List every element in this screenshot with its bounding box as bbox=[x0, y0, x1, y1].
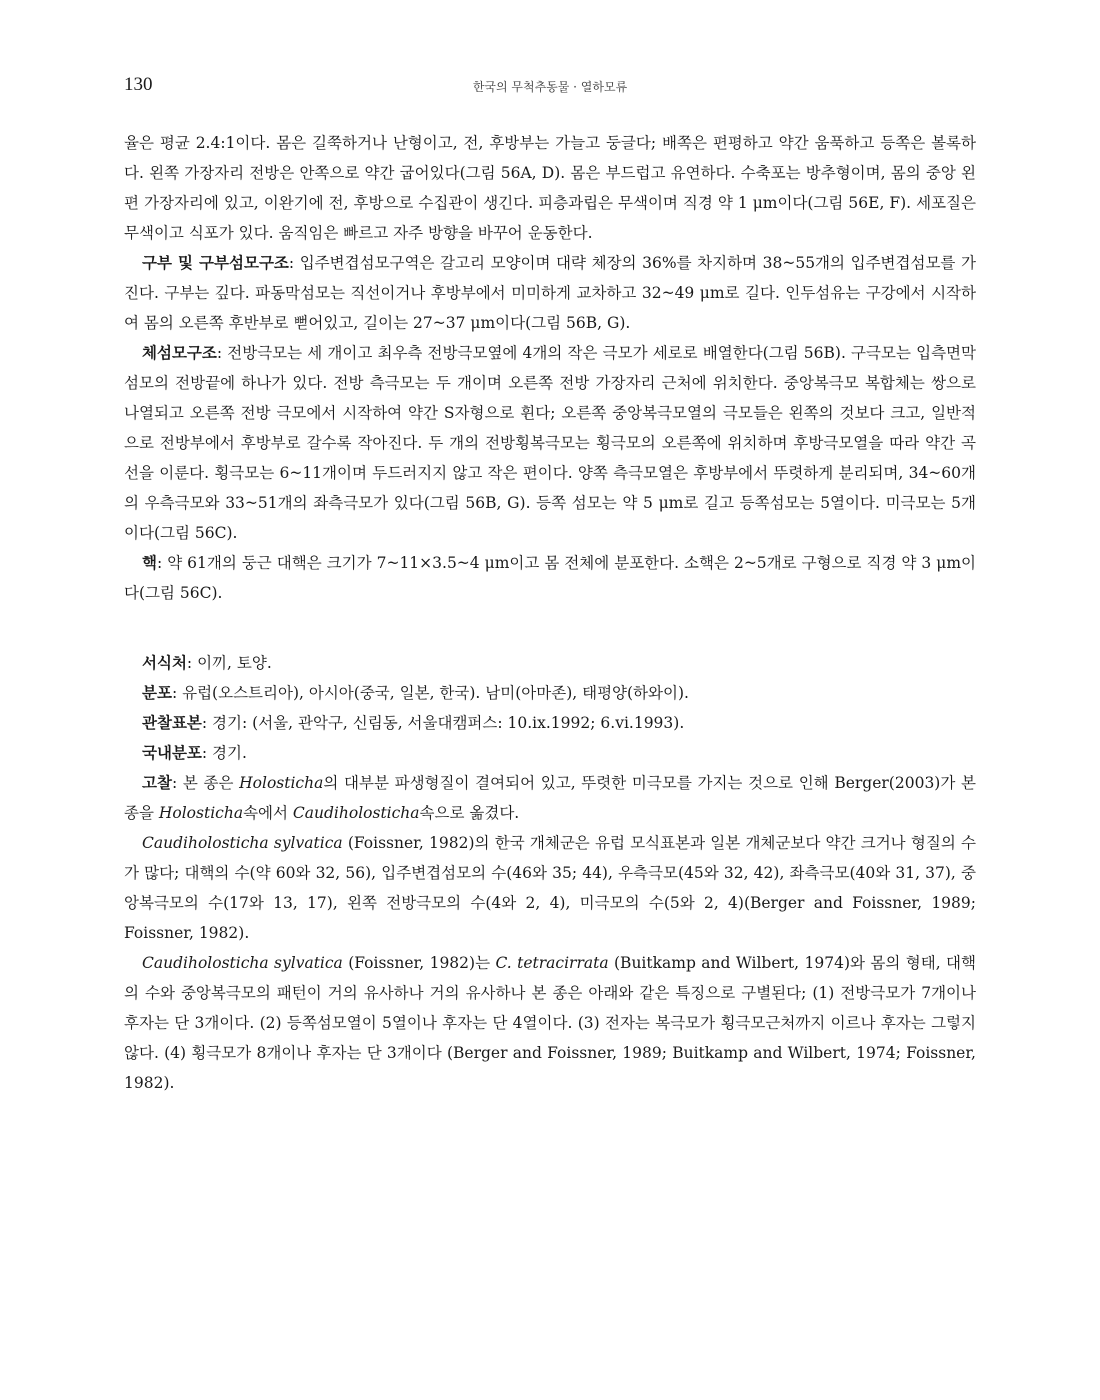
page-number: 130 bbox=[124, 74, 153, 95]
paragraph-oral-structure: 구부 및 구부섬모구조: 입주변겹섬모구역은 갈고리 모양이며 대략 체장의 36%를 차지하며 38~55개의 입주변겹섬모를 가진다. 구부는 깊다. 파동막섬모는 직선이거나 후방부에서 미미하게 교차하고 32~49 μm로 길다. 인두섬유는 구강에서 시작하여 몸의 오른쪽 후반부로 뻗어있고, 길이는 27~37 μm이다(그림 56B, G). bbox=[124, 253, 976, 332]
section-gap bbox=[124, 608, 976, 648]
heading-oral-structure: 구부 및 구부섬모구조 bbox=[142, 253, 289, 272]
paragraph-comparison-2: Caudiholosticha sylvatica (Foissner, 1982)는 C. tetracirrata (Buitkamp and Wilbert, 1974)와 몸의 형태, 대핵의 수와 중앙복극모의 패턴이 거의 유사하나 거의 유사하나 본 종은 아래와 같은 특징으로 구별된다; (1) 전방극모가 7개이나 후자는 단 3개이다. (2) 등쪽섬모열이 5열이나 후자는 단 4열이다. (3) 전자는 복극모가 횡극모근처까지 이르나 후자는 그렇지 않다. (4) 횡극모가 8개이나 후자는 단 3개이다 (Berger and Foissner, 1989; Buitkamp and Wilbert, 1974; Foissner, 1982). bbox=[124, 954, 976, 1092]
heading-ciliature: 체섬모구조 bbox=[142, 343, 217, 362]
heading-remarks: 고찰 bbox=[142, 773, 172, 792]
paragraph-habitat: 서식처: 이끼, 토양. bbox=[142, 653, 272, 672]
heading-distribution: 분포 bbox=[142, 683, 172, 702]
heading-specimens: 관찰표본 bbox=[142, 713, 202, 732]
paragraph-specimens: 관찰표본: 경기: (서울, 관악구, 신림동, 서울대캠퍼스: 10.ix.1992; 6.vi.1993). bbox=[142, 713, 685, 732]
paragraph-comparison-1: Caudiholosticha sylvatica (Foissner, 1982)의 한국 개체군은 유럽 모식표본과 일본 개체군보다 약간 크거나 형질의 수가 많다; 대핵의 수(약 60와 32, 56), 입주변겹섬모의 수(46와 35; 44), 우측극모(45와 32, 42), 좌측극모(40와 31, 37), 중앙복극모의 수(17와 13, 17), 왼쪽 전방극모의 수(4와 2, 4), 미극모의 수(5와 2, 4)(Berger and Foissner, 1989; Foissner, 1982). bbox=[124, 834, 976, 942]
paragraph-description: 율은 평균 2.4:1이다. 몸은 길쭉하거나 난형이고, 전, 후방부는 가늘고 둥글다; 배쪽은 편평하고 약간 움푹하고 등쪽은 볼록하다. 왼쪽 가장자리 전방은 안쪽으로 약간 굽어있다(그림 56A, D). 몸은 부드럽고 유연하다. 수축포는 방추형이며, 몸의 중앙 왼편 가장자리에 있고, 이완기에 전, 후방으로 수집관이 생긴다. 피층과립은 무색이며 직경 약 1 μm이다(그림 56E, F). 세포질은 무색이고 식포가 있다. 움직임은 빠르고 자주 방향을 바꾸어 운동한다. bbox=[124, 134, 976, 242]
paragraph-nucleus: 핵: 약 61개의 둥근 대핵은 크기가 7~11×3.5~4 μm이고 몸 전체에 분포한다. 소핵은 2~5개로 구형으로 직경 약 3 μm이다(그림 56C). bbox=[124, 553, 976, 602]
body-text bbox=[124, 128, 976, 1098]
heading-korean-distribution: 국내분포 bbox=[142, 743, 202, 762]
running-title: 한국의 무척추동물 · 열하모류 bbox=[472, 80, 628, 94]
heading-habitat: 서식처 bbox=[142, 653, 187, 672]
paragraph-remarks: 고찰: 본 종은 Holosticha의 대부분 파생형질이 결여되어 있고, 뚜렷한 미극모를 가지는 것으로 인해 Berger(2003)가 본 종을 Holosticha속에서 Caudiholosticha속으로 옮겼다. bbox=[124, 773, 976, 822]
heading-nucleus: 핵 bbox=[142, 553, 157, 572]
paragraph-distribution: 분포: 유럽(오스트리아), 아시아(중국, 일본, 한국). 남미(아마존), 태평양(하와이). bbox=[142, 683, 689, 702]
paragraph-ciliature: 체섬모구조: 전방극모는 세 개이고 최우측 전방극모옆에 4개의 작은 극모가 세로로 배열한다(그림 56B). 구극모는 입측면막섬모의 전방끝에 하나가 있다. 전방 측극모는 두 개이며 오른쪽 전방 가장자리 근처에 위치한다. 중앙복극모 복합체는 쌍으로 나열되고 오른쪽 전방 극모에서 시작하여 약간 S자형으로 휜다; 오른쪽 중앙복극모열의 극모들은 왼쪽의 것보다 크고, 일반적으로 전방부에서 후방부로 갈수록 작아진다. 두 개의 전방횡복극모는 횡극모의 오른쪽에 위치하며 후방극모열을 따라 약간 곡선을 이룬다. 횡극모는 6~11개이며 두드러지지 않고 작은 편이다. 양쪽 측극모열은 후방부에서 뚜렷하게 분리되며, 34~60개의 우측극모와 33~51개의 좌측극모가 있다(그림 56B, G). 등쪽 섬모는 약 5 μm로 길고 등쪽섬모는 5열이다. 미극모는 5개이다(그림 56C). bbox=[124, 343, 976, 542]
paragraph-korean-distribution: 국내분포: 경기. bbox=[142, 743, 247, 762]
